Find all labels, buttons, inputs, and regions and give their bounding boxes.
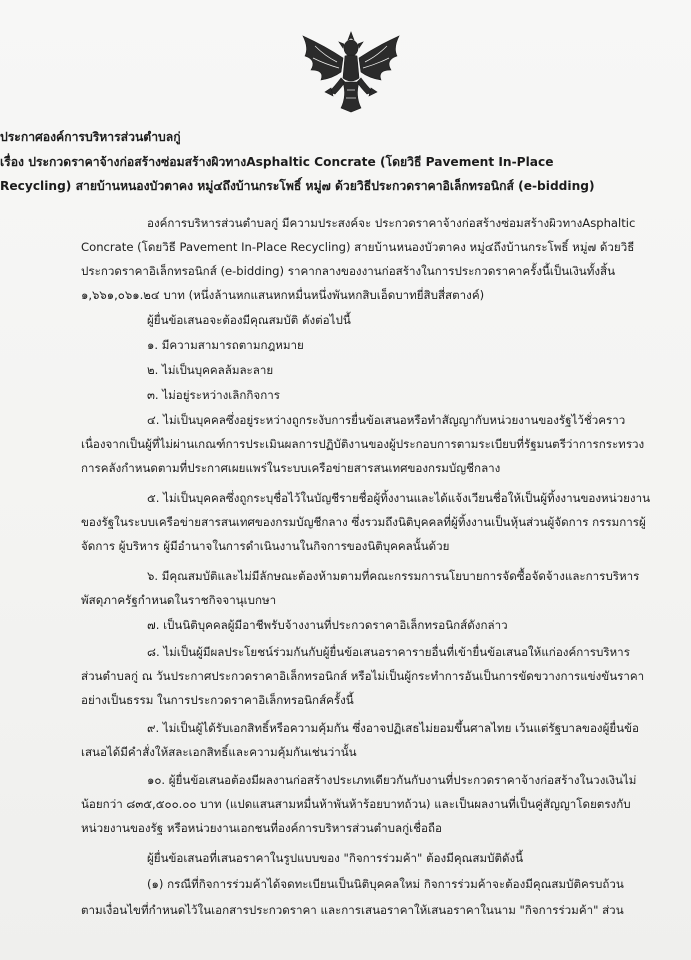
qualification-4-line-3: การคลังกำหนดตามที่ประกาศเผยแพร่ในระบบเครือข่ายสารสนเทศของกรมบัญชีกลาง xyxy=(81,461,501,475)
qualification-9-line-1: ๙. ไม่เป็นผู้ได้รับเอกสิทธิ์หรือความคุ้มกัน ซึ่งอาจปฏิเสธไม่ยอมขึ้นศาลไทย เว้นแต่รัฐบาลของผู้ยื่นข้อ xyxy=(147,721,639,735)
intro-line-3: ประกวดราคาอิเล็กทรอนิกส์ (e-bidding) ราคากลางของงานก่อสร้างในการประกวดราคาครั้งนี้เป็นเงินทั้งสิ้น xyxy=(81,264,616,278)
announcement-org: ประกาศองค์การบริหารส่วนตำบลกู่ xyxy=(0,130,181,144)
qualification-1: ๑. มีความสามารถตามกฎหมาย xyxy=(147,338,304,352)
intro-line-4: ๑,๖๖๑,๐๖๑.๒๔ บาท (หนึ่งล้านหกแสนหกหมื่นหนึ่งพันหกสิบเอ็ดบาทยี่สิบสี่สตางค์) xyxy=(81,288,485,302)
qualification-3: ๓. ไม่อยู่ระหว่างเลิกกิจการ xyxy=(147,388,280,402)
qualification-5-line-2: ของรัฐในระบบเครือข่ายสารสนเทศของกรมบัญชีกลาง ซึ่งรวมถึงนิติบุคคลที่ผู้ทิ้งงานเป็นหุ้นส่วนผู้จัดการ กรรมการผู้ xyxy=(81,515,646,529)
subject-line-1: เรื่อง ประกวดราคาจ้างก่อสร้างซ่อมสร้างผิวทางAsphaltic Concrate (โดยวิธี Pavement In-Place xyxy=(0,155,554,169)
qualification-5-line-3: จัดการ ผู้บริหาร ผู้มีอำนาจในการดำเนินงานในกิจการของนิติบุคคลนั้นด้วย xyxy=(81,539,450,553)
qualification-9-line-2: เสนอได้มีคำสั่งให้สละเอกสิทธิ์และความคุ้มกันเช่นว่านั้น xyxy=(81,745,357,759)
subject-line-2: Recycling) สายบ้านหนองบัวตาคง หมู่๔ถึงบ้านกระโพธิ์ หมู่๗ ด้วยวิธีประกวดราคาอิเล็กทรอนิกส์ (e-bidding) xyxy=(0,179,595,193)
qualification-4-line-1: ๔. ไม่เป็นบุคคลซึ่งอยู่ระหว่างถูกระงับการยื่นข้อเสนอหรือทำสัญญากับหน่วยงานของรัฐไว้ชั่วคราว xyxy=(147,413,626,427)
intro-line-2: Concrate (โดยวิธี Pavement In-Place Recycling) สายบ้านหนองบัวตาคง หมู่๔ถึงบ้านกระโพธิ์ หมู่๗ ด้วยวิธี xyxy=(81,240,635,254)
qualification-6-line-2: พัสดุภาครัฐกำหนดในราชกิจจานุเบกษา xyxy=(81,593,277,607)
qualification-6-line-1: ๖. มีคุณสมบัติและไม่มีลักษณะต้องห้ามตามที่คณะกรรมการนโยบายการจัดซื้อจัดจ้างและการบริหาร xyxy=(147,569,640,583)
qualification-8-line-1: ๘. ไม่เป็นผู้มีผลประโยชน์ร่วมกันกับผู้ยื่นข้อเสนอราคารายอื่นที่เข้ายื่นข้อเสนอให้แก่องค์การบริหาร xyxy=(147,645,630,659)
qualification-7: ๗. เป็นนิติบุคคลผู้มีอาชีพรับจ้างงานที่ประกวดราคาอิเล็กทรอนิกส์ดังกล่าว xyxy=(147,618,508,632)
qualification-5-line-1: ๕. ไม่เป็นบุคคลซึ่งถูกระบุชื่อไว้ในบัญชีรายชื่อผู้ทิ้งงานและได้แจ้งเวียนชื่อให้เป็นผู้ทิ้งงานของหน่วยงาน xyxy=(147,491,651,505)
joint-venture-para-1-line-1: (๑) กรณีที่กิจการร่วมค้าได้จดทะเบียนเป็นนิติบุคคลใหม่ กิจการร่วมค้าจะต้องมีคุณสมบัติครบถ้วน xyxy=(147,877,624,891)
qualification-10-line-3: หน่วยงานของรัฐ หรือหน่วยงานเอกชนที่องค์การบริหารส่วนตำบลกู่เชื่อถือ xyxy=(81,821,442,835)
qualification-8-line-2: ส่วนตำบลกู่ ณ วันประกาศประกวดราคาอิเล็กทรอนิกส์ หรือไม่เป็นผู้กระทำการอันเป็นการขัดขวางการแข่งขันราคา xyxy=(81,669,645,683)
joint-venture-para-1-line-2: ตามเงื่อนไขที่กำหนดไว้ในเอกสารประกวดราคา และการเสนอราคาให้เสนอราคาในนาม "กิจการร่วมค้า" ส่วน xyxy=(81,903,624,917)
joint-venture-heading: ผู้ยื่นข้อเสนอที่เสนอราคาในรูปแบบของ "กิจการร่วมค้า" ต้องมีคุณสมบัติดังนี้ xyxy=(147,851,524,865)
garuda-emblem xyxy=(295,26,407,118)
qualification-2: ๒. ไม่เป็นบุคคลล้มละลาย xyxy=(147,363,274,377)
intro-line-1: องค์การบริหารส่วนตำบลกู่ มีความประสงค์จะ ประกวดราคาจ้างก่อสร้างซ่อมสร้างผิวทางAsphaltic xyxy=(147,216,636,230)
qualification-10-line-1: ๑๐. ผู้ยื่นข้อเสนอต้องมีผลงานก่อสร้างประเภทเดียวกันกับงานที่ประกวดราคาจ้างก่อสร้างในวงเงินไม่ xyxy=(147,773,637,787)
qualifications-heading: ผู้ยื่นข้อเสนอจะต้องมีคุณสมบัติ ดังต่อไปนี้ xyxy=(147,313,351,327)
qualification-8-line-3: อย่างเป็นธรรม ในการประกวดราคาอิเล็กทรอนิกส์ครั้งนี้ xyxy=(81,693,354,707)
qualification-4-line-2: เนื่องจากเป็นผู้ที่ไม่ผ่านเกณฑ์การประเมินผลการปฏิบัติงานของผู้ประกอบการตามระเบียบที่รัฐมนตรีว่าการกระทรวง xyxy=(81,437,645,451)
qualification-10-line-2: น้อยกว่า ๘๓๕,๕๐๐.๐๐ บาท (แปดแสนสามหมื่นห้าพันห้าร้อยบาทถ้วน) และเป็นผลงานที่เป็นคู่สัญญาโดยตรงกับ xyxy=(81,797,631,811)
